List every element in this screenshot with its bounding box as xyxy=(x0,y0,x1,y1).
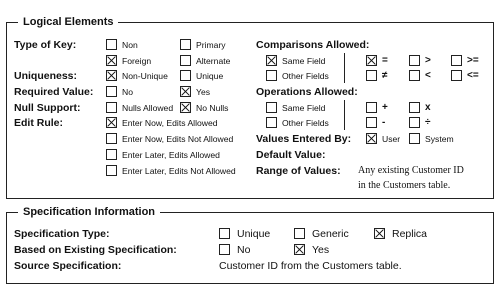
key-foreign-checkbox[interactable] xyxy=(106,55,117,66)
comparisons-other-fields-label: Other Fields xyxy=(282,71,329,81)
null-support-label: Null Support: xyxy=(14,102,81,114)
edit-rule-option-1-checkbox[interactable] xyxy=(106,117,117,128)
op-equal-checkbox[interactable] xyxy=(366,55,377,66)
op-multiply-symbol: x xyxy=(425,102,431,113)
required-no-label: No xyxy=(122,87,133,97)
op-plus-checkbox[interactable] xyxy=(366,102,377,113)
no-nulls-checkbox[interactable] xyxy=(180,102,191,113)
required-value-label: Required Value: xyxy=(14,86,94,98)
based-on-existing-yes-label: Yes xyxy=(312,244,330,256)
range-of-values-line-2: in the Customers table. xyxy=(358,180,451,191)
edit-rule-option-2-checkbox[interactable] xyxy=(106,133,117,144)
key-foreign-label: Foreign xyxy=(122,56,152,66)
no-nulls-label: No Nulls xyxy=(196,103,229,113)
required-no-checkbox[interactable] xyxy=(106,86,117,97)
key-primary-checkbox[interactable] xyxy=(180,39,191,50)
operations-same-field-checkbox[interactable] xyxy=(266,102,277,113)
entered-by-user-label: User xyxy=(382,134,401,144)
key-alternate-checkbox[interactable] xyxy=(180,55,191,66)
default-value-label: Default Value: xyxy=(256,149,326,161)
source-specification-value: Customer ID from the Customers table. xyxy=(219,260,402,272)
operations-other-fields-checkbox[interactable] xyxy=(266,117,277,128)
range-of-values-line-1: Any existing Customer ID xyxy=(358,165,464,176)
edit-rule-option-4-checkbox[interactable] xyxy=(106,165,117,176)
edit-rule-option-3-checkbox[interactable] xyxy=(106,149,117,160)
spec-type-generic-label: Generic xyxy=(312,228,349,240)
based-on-existing-label: Based on Existing Specification: xyxy=(14,244,177,256)
uniqueness-unique-label: Unique xyxy=(196,71,224,81)
edit-rule-option-4-label: Enter Later, Edits Not Allowed xyxy=(122,166,236,176)
edit-rule-label: Edit Rule: xyxy=(14,117,63,129)
required-yes-checkbox[interactable] xyxy=(180,86,191,97)
based-on-existing-no-checkbox[interactable] xyxy=(219,244,230,255)
op-divide-symbol: ÷ xyxy=(425,117,431,128)
source-specification-label: Source Specification: xyxy=(14,260,122,272)
op-minus-symbol: - xyxy=(382,117,386,128)
entered-by-system-label: System xyxy=(425,134,454,144)
op-not-equal-checkbox[interactable] xyxy=(366,70,377,81)
key-non-label: Non xyxy=(122,40,138,50)
comparisons-same-field-label: Same Field xyxy=(282,56,326,66)
op-greater-symbol: > xyxy=(425,55,431,66)
operations-divider xyxy=(344,100,345,130)
logical-elements-title: Logical Elements xyxy=(18,16,118,28)
op-greater-equal-checkbox[interactable] xyxy=(451,55,462,66)
operations-other-fields-label: Other Fields xyxy=(282,118,329,128)
op-multiply-checkbox[interactable] xyxy=(409,102,420,113)
spec-type-replica-label: Replica xyxy=(392,228,428,240)
op-greater-checkbox[interactable] xyxy=(409,55,420,66)
op-minus-checkbox[interactable] xyxy=(366,117,377,128)
op-plus-symbol: + xyxy=(382,102,388,113)
spec-type-unique-label: Unique xyxy=(237,228,271,240)
op-greater-equal-symbol: >= xyxy=(467,55,479,66)
entered-by-user-checkbox[interactable] xyxy=(366,133,377,144)
op-equal-symbol: = xyxy=(382,55,388,66)
op-less-equal-checkbox[interactable] xyxy=(451,70,462,81)
nulls-allowed-checkbox[interactable] xyxy=(106,102,117,113)
uniqueness-unique-checkbox[interactable] xyxy=(180,70,191,81)
based-on-existing-yes-checkbox[interactable] xyxy=(294,244,305,255)
spec-type-unique-checkbox[interactable] xyxy=(219,228,230,239)
edit-rule-option-3-label: Enter Later, Edits Allowed xyxy=(122,150,220,160)
comparisons-allowed-label: Comparisons Allowed: xyxy=(256,39,370,51)
op-divide-checkbox[interactable] xyxy=(409,117,420,128)
uniqueness-non-unique-label: Non-Unique xyxy=(122,71,168,81)
key-primary-label: Primary xyxy=(196,40,226,50)
specification-title: Specification Information xyxy=(18,206,160,218)
op-not-equal-symbol: ≠ xyxy=(382,70,388,81)
default-value-field[interactable] xyxy=(358,149,478,161)
key-alternate-label: Alternate xyxy=(196,56,231,66)
nulls-allowed-label: Nulls Allowed xyxy=(122,103,174,113)
comparisons-same-field-checkbox[interactable] xyxy=(266,55,277,66)
operations-allowed-label: Operations Allowed: xyxy=(256,86,358,98)
op-less-equal-symbol: <= xyxy=(467,70,479,81)
required-yes-label: Yes xyxy=(196,87,211,97)
operations-same-field-label: Same Field xyxy=(282,103,326,113)
comparisons-divider xyxy=(344,53,345,83)
edit-rule-option-1-label: Enter Now, Edits Allowed xyxy=(122,118,218,128)
uniqueness-label: Uniqueness: xyxy=(14,70,78,82)
based-on-existing-no-label: No xyxy=(237,244,251,256)
range-of-values-label: Range of Values: xyxy=(256,165,341,177)
key-non-checkbox[interactable] xyxy=(106,39,117,50)
spec-type-label: Specification Type: xyxy=(14,228,110,240)
edit-rule-option-2-label: Enter Now, Edits Not Allowed xyxy=(122,134,234,144)
op-less-checkbox[interactable] xyxy=(409,70,420,81)
entered-by-system-checkbox[interactable] xyxy=(409,133,420,144)
uniqueness-non-unique-checkbox[interactable] xyxy=(106,70,117,81)
spec-type-replica-checkbox[interactable] xyxy=(374,228,385,239)
type-of-key-label: Type of Key: xyxy=(14,39,77,51)
spec-type-generic-checkbox[interactable] xyxy=(294,228,305,239)
comparisons-other-fields-checkbox[interactable] xyxy=(266,70,277,81)
values-entered-by-label: Values Entered By: xyxy=(256,133,352,145)
op-less-symbol: < xyxy=(425,70,431,81)
